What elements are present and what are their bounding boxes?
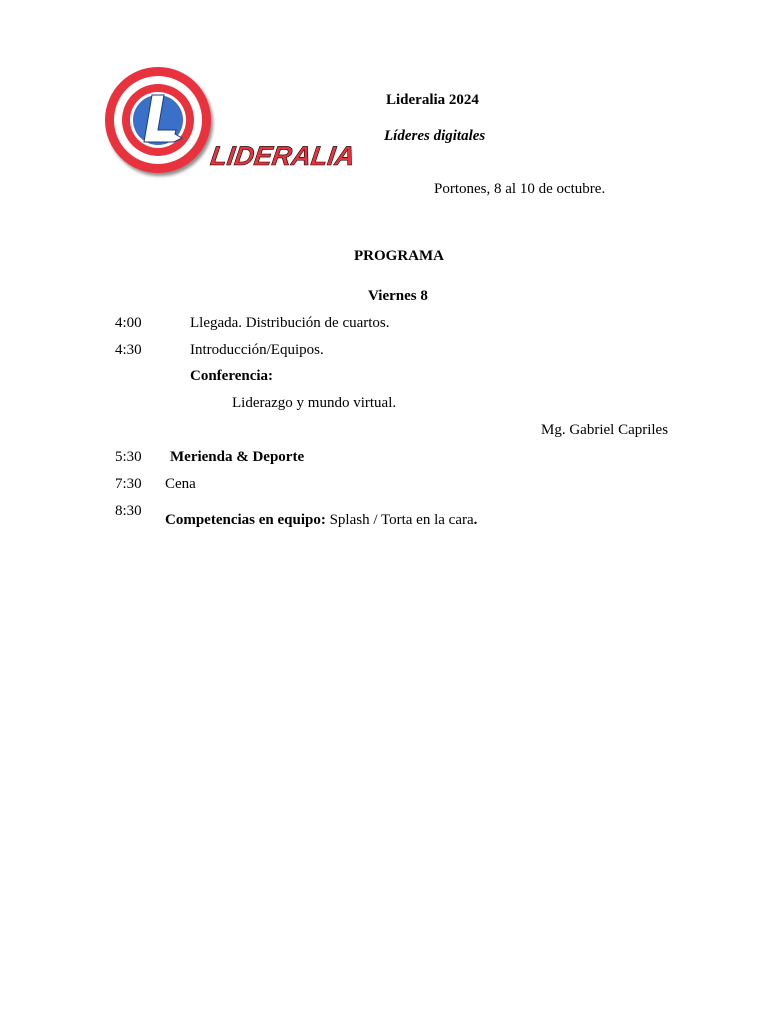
day-heading: Viernes 8 xyxy=(368,288,428,304)
schedule-activity: Merienda & Deporte xyxy=(170,449,305,465)
schedule-time: 7:30 xyxy=(115,476,142,492)
event-subtitle: Líderes digitales xyxy=(384,128,486,144)
logo-wordmark: LIDERALIA xyxy=(208,140,357,171)
location-date: Portones, 8 al 10 de octubre. xyxy=(434,181,606,197)
shield-emblem xyxy=(105,67,211,173)
speaker-name: Mg. Gabriel Capriles xyxy=(541,422,669,438)
event-title: Lideralia 2024 xyxy=(386,92,479,108)
schedule-time: 8:30 xyxy=(115,503,142,519)
activity-end: . xyxy=(473,512,478,528)
lideralia-logo xyxy=(104,62,357,182)
program-heading: PROGRAMA xyxy=(354,248,444,264)
activity-detail: Splash / Torta en la cara xyxy=(325,512,474,528)
schedule-activity: Cena xyxy=(165,476,196,492)
schedule-activity: Introducción/Equipos. xyxy=(190,342,324,358)
schedule-activity: Llegada. Distribución de cuartos. xyxy=(190,315,390,331)
schedule-time: 4:30 xyxy=(115,342,142,358)
conference-topic: Liderazgo y mundo virtual. xyxy=(232,395,397,411)
schedule-time: 4:00 xyxy=(115,315,142,331)
schedule-activity xyxy=(165,513,477,528)
conference-label: Conferencia: xyxy=(190,368,274,384)
activity-label: Competencias en equipo: xyxy=(165,512,326,528)
schedule-time: 5:30 xyxy=(115,449,142,465)
